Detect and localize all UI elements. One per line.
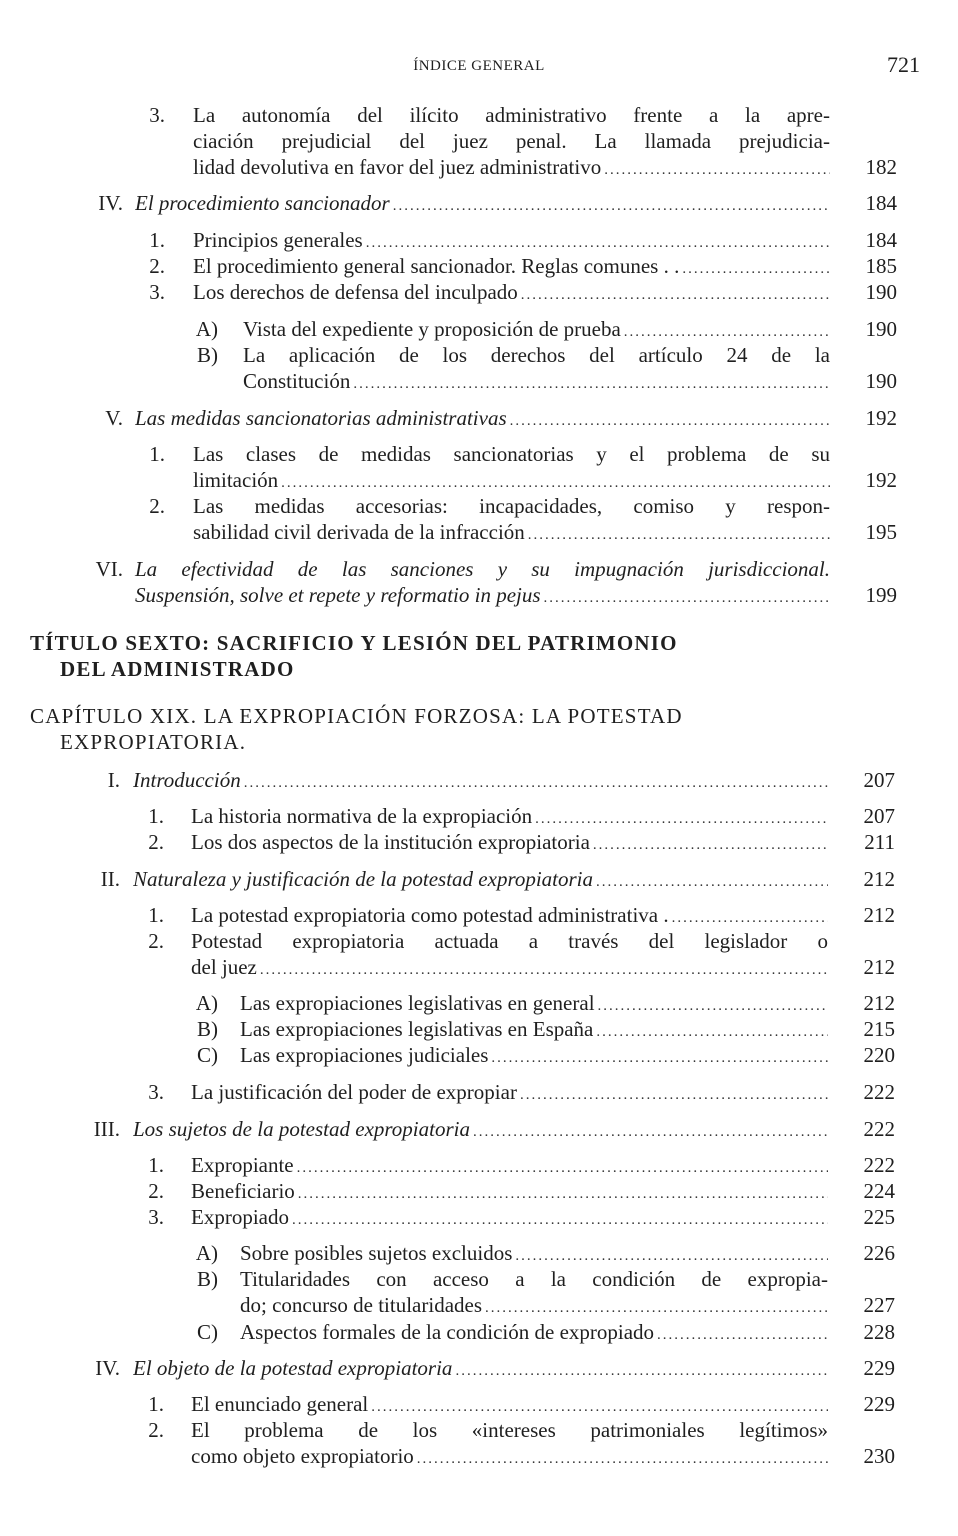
- toc-entry-label: 2.: [148, 830, 164, 854]
- running-title: ÍNDICE GENERAL: [413, 58, 545, 74]
- toc-entry-title-text: Potestad expropiatoria actuada a través del legislador o: [191, 929, 828, 953]
- toc-entry-title-text: La aplicación de los derechos del artículo 24 de la: [243, 343, 830, 367]
- toc-entry-title-text: Suspensión, solve et repete y reformatio in pejus: [135, 583, 541, 607]
- toc-entry-label: 1.: [148, 1392, 164, 1416]
- toc-entry-title-line: [191, 803, 828, 829]
- toc-entry-title-text: Sobre posibles sujetos excluidos: [240, 1241, 513, 1265]
- toc-entry-title-text: Las expropiaciones legislativas en España: [240, 1017, 594, 1041]
- leader-dots: [260, 957, 828, 980]
- toc-entry-label: IV.: [98, 191, 123, 215]
- leader-dots: [593, 832, 828, 855]
- leader-dots: [298, 1181, 828, 1204]
- leader-dots: [657, 1322, 828, 1345]
- toc-entry-page-number: 192: [865, 406, 897, 430]
- toc-entry-title-text: Expropiante: [191, 1153, 294, 1177]
- toc-entry-title-text: El objeto de la potestad expropiatoria: [133, 1356, 453, 1380]
- toc-entry-title-line: [193, 493, 830, 519]
- toc-entry-title-text: Las medidas sancionatorias administrativas: [135, 406, 507, 430]
- toc-entry-title-line: [193, 154, 830, 180]
- leader-dots: [535, 806, 828, 829]
- toc-entry-title-text: do; concurso de titularidades: [240, 1293, 483, 1317]
- leader-dots: [624, 319, 830, 342]
- toc-entry-page-number: 222: [863, 1080, 895, 1104]
- toc-entry-title-line: [135, 405, 830, 431]
- toc-entry-label: 2.: [148, 1179, 164, 1203]
- toc-entry-title-text: lidad devolutiva en favor del juez administrativo: [193, 155, 602, 179]
- toc-entry-page-number: 224: [863, 1179, 895, 1203]
- toc-entry-label: 1.: [149, 442, 165, 466]
- toc-entry-page-number: 228: [863, 1320, 895, 1344]
- toc-entry-title-line: [133, 767, 828, 793]
- toc-entry-label: VI.: [95, 557, 123, 581]
- toc-entry-page-number: 212: [863, 903, 895, 927]
- toc-entry-title-text: El procedimiento sancionador: [135, 191, 390, 215]
- toc-entry-title-text: Titularidades con acceso a la condición de expropia-: [240, 1267, 828, 1291]
- chapter-heading-line: CAPÍTULO XIX. LA EXPROPIACIÓN FORZOSA: LA POTESTAD: [30, 704, 683, 728]
- toc-entry-title-line: [243, 316, 830, 342]
- toc-entry-page-number: 229: [863, 1356, 895, 1380]
- toc-entry-title-line: [191, 1079, 828, 1105]
- toc-entry-title-text: Constitución: [243, 369, 351, 393]
- toc-entry-page-number: 212: [863, 955, 895, 979]
- leader-dots: [485, 1295, 828, 1318]
- toc-entry-label: 1.: [148, 1153, 164, 1177]
- leader-dots: [417, 1446, 828, 1469]
- leader-dots: [281, 470, 830, 493]
- toc-entry-page-number: 211: [864, 830, 895, 854]
- toc-entry-title-line: [191, 1178, 828, 1204]
- toc-entry-title-line: [193, 102, 830, 128]
- toc-entry-title-line: [133, 866, 828, 892]
- leader-dots: [682, 256, 830, 279]
- toc-entry-page-number: 207: [863, 804, 895, 828]
- toc-entry-page-number: 185: [865, 254, 897, 278]
- toc-entry-title-text: Introducción: [133, 768, 241, 792]
- toc-entry-title-line: [193, 128, 830, 154]
- leader-dots: [510, 408, 830, 431]
- toc-entry-title-line: [135, 582, 830, 608]
- section-heading: [30, 630, 830, 682]
- toc-entry-label: III.: [93, 1117, 120, 1141]
- toc-entry-label: 1.: [148, 804, 164, 828]
- toc-entry-title-line: [191, 1204, 828, 1230]
- toc-entry-title-line: [243, 368, 830, 394]
- toc-entry-label: A): [195, 991, 218, 1015]
- toc-entry-title-text: Los sujetos de la potestad expropiatoria: [133, 1117, 470, 1141]
- toc-entry-title-line: [191, 1443, 828, 1469]
- toc-entry-page-number: 222: [863, 1153, 895, 1177]
- toc-entry-label: I.: [107, 768, 120, 792]
- toc-entry-title-text: Aspectos formales de la condición de expropiado: [240, 1320, 655, 1344]
- toc-entry-label: A): [195, 1241, 218, 1265]
- toc-entry-page-number: 190: [865, 317, 897, 341]
- toc-entry-label: 1.: [149, 228, 165, 252]
- leader-dots: [491, 1045, 828, 1068]
- leader-dots: [521, 282, 830, 305]
- toc-entry-title-line: [240, 1240, 828, 1266]
- leader-dots: [515, 1243, 828, 1266]
- leader-dots: [598, 993, 828, 1016]
- toc-entry-title-text: La justificación del poder de expropiar: [191, 1080, 517, 1104]
- toc-entry-title-line: [193, 253, 830, 279]
- toc-entry-title-text: El procedimiento general sancionador. Reglas comunes . .: [193, 254, 680, 278]
- toc-entry-label: 3.: [149, 103, 165, 127]
- toc-entry-title-line: [133, 1355, 828, 1381]
- leader-dots: [544, 585, 830, 608]
- toc-entry-label: 2.: [148, 929, 164, 953]
- toc-entry-label: 1.: [148, 903, 164, 927]
- toc-entry-title-text: limitación: [193, 468, 279, 492]
- leader-dots: [455, 1358, 828, 1381]
- toc-entry-page-number: 212: [863, 867, 895, 891]
- toc-entry-page-number: 226: [863, 1241, 895, 1265]
- toc-entry-title-text: como objeto expropiatorio: [191, 1444, 414, 1468]
- toc-entry-title-text: del juez: [191, 955, 257, 979]
- toc-entry-page-number: 199: [865, 583, 897, 607]
- toc-entry-title-line: [135, 556, 830, 582]
- toc-entry-label: 3.: [148, 1080, 164, 1104]
- toc-entry-page-number: 230: [863, 1444, 895, 1468]
- leader-dots: [292, 1207, 828, 1230]
- toc-entry-page-number: 212: [863, 991, 895, 1015]
- toc-entry-title-text: ciación prejudicial del juez penal. La llamada prejudicia-: [193, 129, 830, 153]
- page-number: 721: [887, 52, 920, 77]
- toc-entry-page-number: 222: [863, 1117, 895, 1141]
- toc-entry-title-text: Naturaleza y justificación de la potestad expropiatoria: [133, 867, 594, 891]
- leader-dots: [393, 193, 830, 216]
- toc-entry-title-text: El enunciado general: [191, 1392, 369, 1416]
- toc-entry-title-line: [193, 227, 830, 253]
- toc-entry-title-line: [191, 1152, 828, 1178]
- toc-entry-title-line: [191, 829, 828, 855]
- toc-entry-label: C): [197, 1320, 218, 1344]
- leader-dots: [596, 1019, 828, 1042]
- toc-entry-label: 3.: [148, 1205, 164, 1229]
- leader-dots: [366, 230, 830, 253]
- section-heading-line: DEL ADMINISTRADO: [60, 657, 295, 681]
- toc-entry-page-number: 192: [865, 468, 897, 492]
- toc-entry-label: II.: [100, 867, 120, 891]
- toc-entry-title-line: [193, 467, 830, 493]
- toc-entry-title-line: [240, 1042, 828, 1068]
- toc-entry-title-text: La autonomía del ilícito administrativo frente a la apre-: [193, 103, 830, 127]
- leader-dots: [596, 869, 828, 892]
- toc-entry-label: 2.: [149, 494, 165, 518]
- toc-entry-title-line: [191, 954, 828, 980]
- toc-entry-title-text: Beneficiario: [191, 1179, 295, 1203]
- toc-entry-title-text: La historia normativa de la expropiación: [191, 804, 533, 828]
- leader-dots: [604, 157, 830, 180]
- toc-entry-title-line: [193, 441, 830, 467]
- toc-entry-title-text: Los dos aspectos de la institución expropiatoria: [191, 830, 590, 854]
- toc-entry-title-text: Las clases de medidas sancionatorias y el problema de su: [193, 442, 830, 466]
- toc-entry-title-line: [240, 1319, 828, 1345]
- toc-entry-page-number: 215: [863, 1017, 895, 1041]
- toc-entry-label: A): [195, 317, 218, 341]
- toc-entry-title-text: La potestad expropiatoria como potestad administrativa .: [191, 903, 669, 927]
- toc-entry-title-line: [193, 519, 830, 545]
- toc-entry-page-number: 190: [865, 280, 897, 304]
- leader-dots: [672, 905, 828, 928]
- toc-entry-label: 3.: [149, 280, 165, 304]
- toc-entry-page-number: 182: [865, 155, 897, 179]
- toc-entry-title-line: [193, 279, 830, 305]
- toc-entry-title-text: Vista del expediente y proposición de prueba: [243, 317, 621, 341]
- toc-entry-title-line: [240, 1292, 828, 1318]
- toc-entry-title-line: [240, 1266, 828, 1292]
- toc-entry-page-number: 184: [865, 228, 897, 252]
- toc-entry-title-text: El problema de los «intereses patrimoniales legítimos»: [191, 1418, 828, 1442]
- toc-entry-title-text: Las expropiaciones legislativas en general: [240, 991, 595, 1015]
- toc-entry-page-number: 225: [863, 1205, 895, 1229]
- toc-entry-title-text: Las expropiaciones judiciales: [240, 1043, 489, 1067]
- toc-entry-title-line: [191, 928, 828, 954]
- leader-dots: [520, 1082, 828, 1105]
- toc-entry-label: IV.: [95, 1356, 120, 1380]
- toc-entry-title-line: [191, 1391, 828, 1417]
- leader-dots: [297, 1155, 828, 1178]
- toc-entry-title-text: Principios generales: [193, 228, 363, 252]
- toc-entry-title-line: [191, 902, 828, 928]
- toc-entry-label: 2.: [148, 1418, 164, 1442]
- toc-entry-label: V.: [105, 406, 123, 430]
- toc-entry-title-text: sabilidad civil derivada de la infracción: [193, 520, 525, 544]
- toc-entry-label: B): [197, 1267, 218, 1291]
- chapter-heading-line: EXPROPIATORIA.: [60, 730, 247, 754]
- toc-entry-label: B): [197, 343, 218, 367]
- section-heading-line: TÍTULO SEXTO: SACRIFICIO Y LESIÓN DEL PATRIMONIO: [30, 631, 678, 655]
- toc-entry-page-number: 207: [863, 768, 895, 792]
- leader-dots: [353, 371, 830, 394]
- leader-dots: [244, 770, 828, 793]
- leader-dots: [473, 1119, 828, 1142]
- toc-entry-title-line: [240, 1016, 828, 1042]
- toc-entry-title-line: [133, 1116, 828, 1142]
- toc-entry-label: 2.: [149, 254, 165, 278]
- toc-entry-title-text: Las medidas accesorias: incapacidades, comiso y respon-: [193, 494, 830, 518]
- toc-entry-title-text: Los derechos de defensa del inculpado: [193, 280, 518, 304]
- toc-entry-title-line: [240, 990, 828, 1016]
- toc-entry-page-number: 227: [863, 1293, 895, 1317]
- toc-entry-title-line: [243, 342, 830, 368]
- toc-entry-page-number: 190: [865, 369, 897, 393]
- toc-entry-label: B): [197, 1017, 218, 1041]
- toc-entry-page-number: 229: [863, 1392, 895, 1416]
- toc-entry-page-number: 195: [865, 520, 897, 544]
- toc-entry-title-text: Expropiado: [191, 1205, 289, 1229]
- toc-entry-label: C): [197, 1043, 218, 1067]
- chapter-heading: [30, 703, 830, 755]
- toc-entry-title-text: La efectividad de las sanciones y su impugnación jurisdiccional.: [135, 557, 830, 581]
- toc-entry-page-number: 220: [863, 1043, 895, 1067]
- leader-dots: [371, 1394, 828, 1417]
- toc-entry-page-number: 184: [865, 191, 897, 215]
- toc-entry-title-line: [191, 1417, 828, 1443]
- toc-entry-title-line: [135, 190, 830, 216]
- leader-dots: [528, 522, 830, 545]
